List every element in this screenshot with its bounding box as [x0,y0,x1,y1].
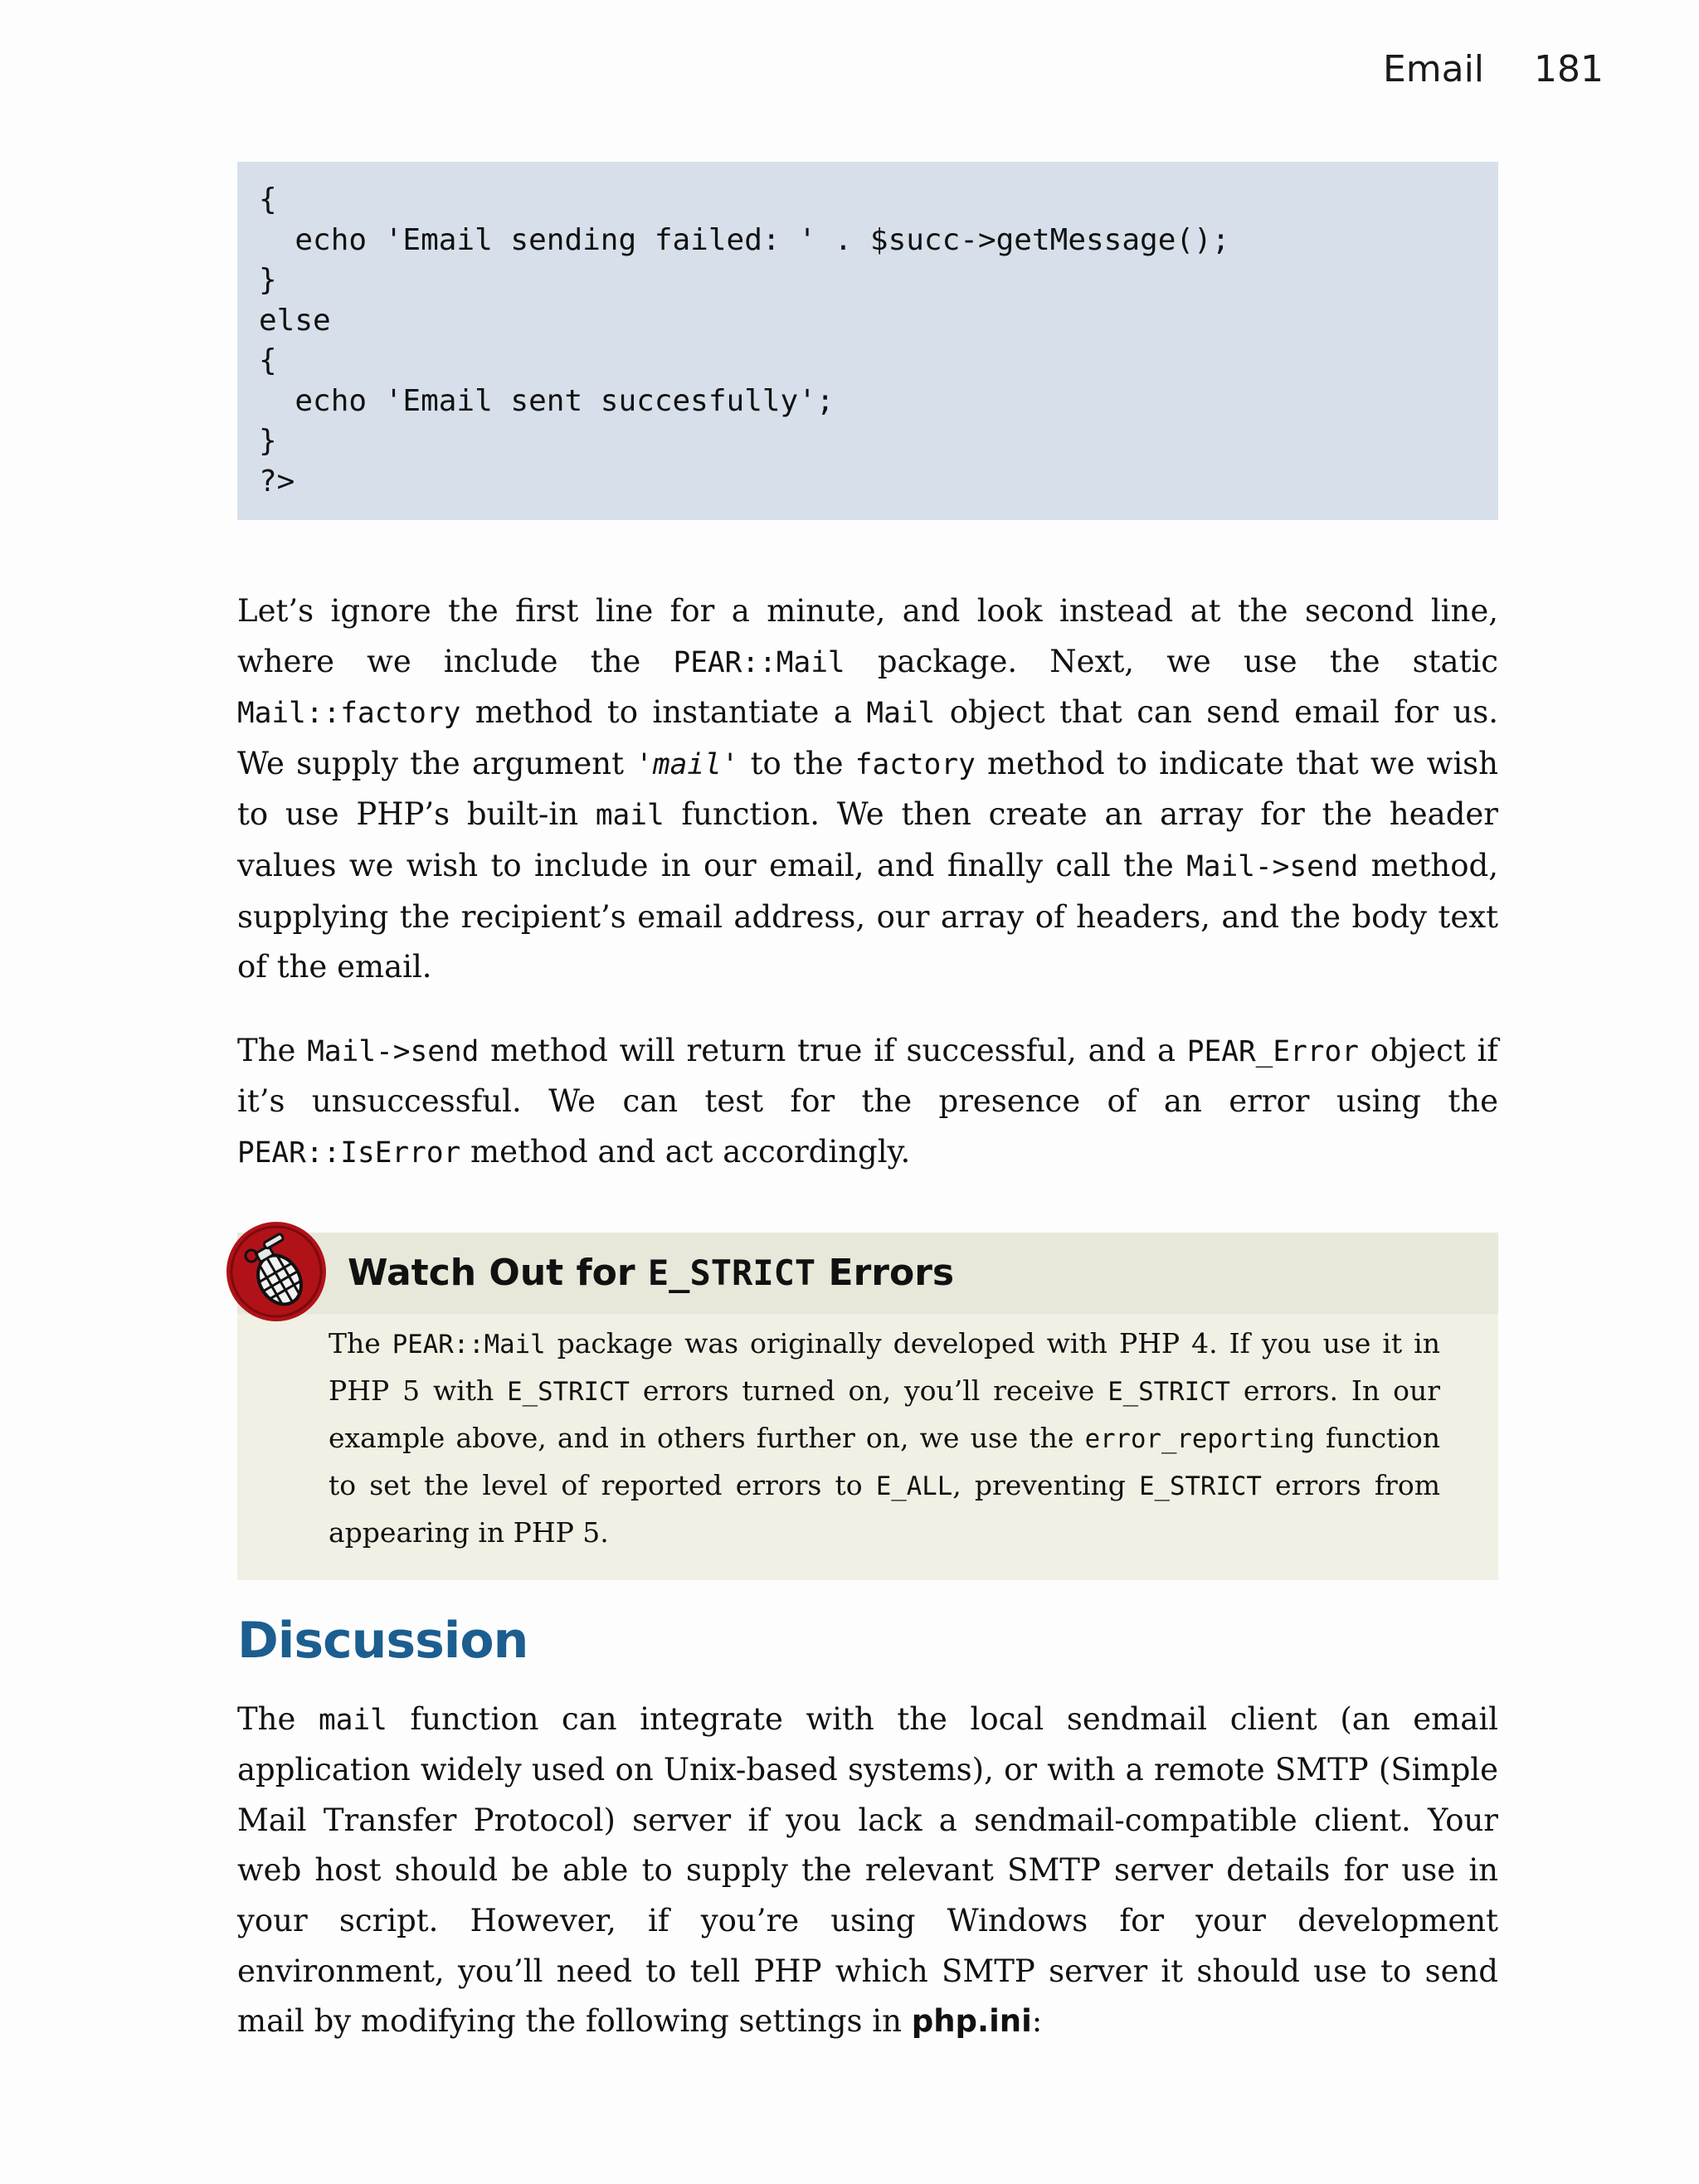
filename: php.ini [911,2003,1032,2040]
inline-code: PEAR_Error [1186,1034,1359,1068]
page-content [237,162,1498,2047]
warning-note [237,1233,1498,1580]
discussion-paragraph: The mail function can integrate with the local sendmail client (an email application widely used on Unix-based systems), or with a remote SMTP (Simple Mail Transfer Protocol) server if you lack a sendmail-compatible client. Your web host should be able to supply the relevant SMTP server details for use in your script. However, if you’re using Windows for your development environment, you’ll need to tell PHP which SMTP server it should use to send mail by modifying the following settings in php.ini: [237,1700,1498,2040]
inline-code: Mail::factory [237,697,461,731]
discussion-heading: Discussion [237,1611,528,1670]
inline-code: Mail->send [1186,849,1359,883]
inline-code: E_STRICT [1139,1471,1262,1501]
inline-code: PEAR::Mail [392,1330,546,1360]
grenade-icon [226,1221,327,1322]
note-title: Watch Out for E_STRICT Errors [348,1252,955,1295]
explanation-paragraph: Let’s ignore the first line for a minute, and look instead at the second line, where we include the PEAR::Mail package. Next, we use the static Mail::factory method to instantiate a Mail object that can send email for us. We supply the argument 'mail' to the factory method to indicate that we wish to use PHP’s built-in mail function. We then create an array for the header values we wish to include in our email, and finally call the Mail->send method, supplying the recipient’s email address, our array of headers, and the body text of the email. [237,593,1499,985]
section-title: Email [1382,48,1485,90]
inline-code: PEAR::Mail [673,645,845,679]
inline-code: 'mail' [635,747,739,781]
inline-code: error_reporting [1084,1424,1315,1454]
inline-code: mail [595,799,665,833]
note-body: The PEAR::Mail package was originally developed with PHP 4. If you use it in PHP 5 with E_STRICT errors turned on, you’ll receive E_STRICT errors. In our example above, and in others further on, we use the error_reporting function to set the level of reported errors to E_ALL, preventing E_STRICT errors from appearing in PHP 5. [329,1326,1440,1549]
code-listing: { echo 'Email sending failed: ' . $succ->getMessage(); } else { echo 'Email sent succesfully'; } ?> [237,162,1498,520]
return-value-paragraph: The Mail->send method will return true if successful, and a PEAR_Error object if it’s unsuccessful. We can test for the presence of an error using the PEAR::IsError method and act accordingly. [237,1032,1498,1170]
inline-code: E_ALL [875,1471,953,1501]
inline-code: E_STRICT [507,1377,630,1407]
running-head [1383,48,1604,90]
page-number: 181 [1534,48,1604,90]
inline-code: Mail->send [307,1034,480,1068]
note-header [237,1233,1498,1314]
inline-code: Mail [866,697,936,731]
inline-code: PEAR::IsError [237,1136,461,1170]
inline-code: factory [854,747,976,781]
inline-code: E_STRICT [1108,1377,1230,1407]
inline-code: mail [319,1703,387,1737]
